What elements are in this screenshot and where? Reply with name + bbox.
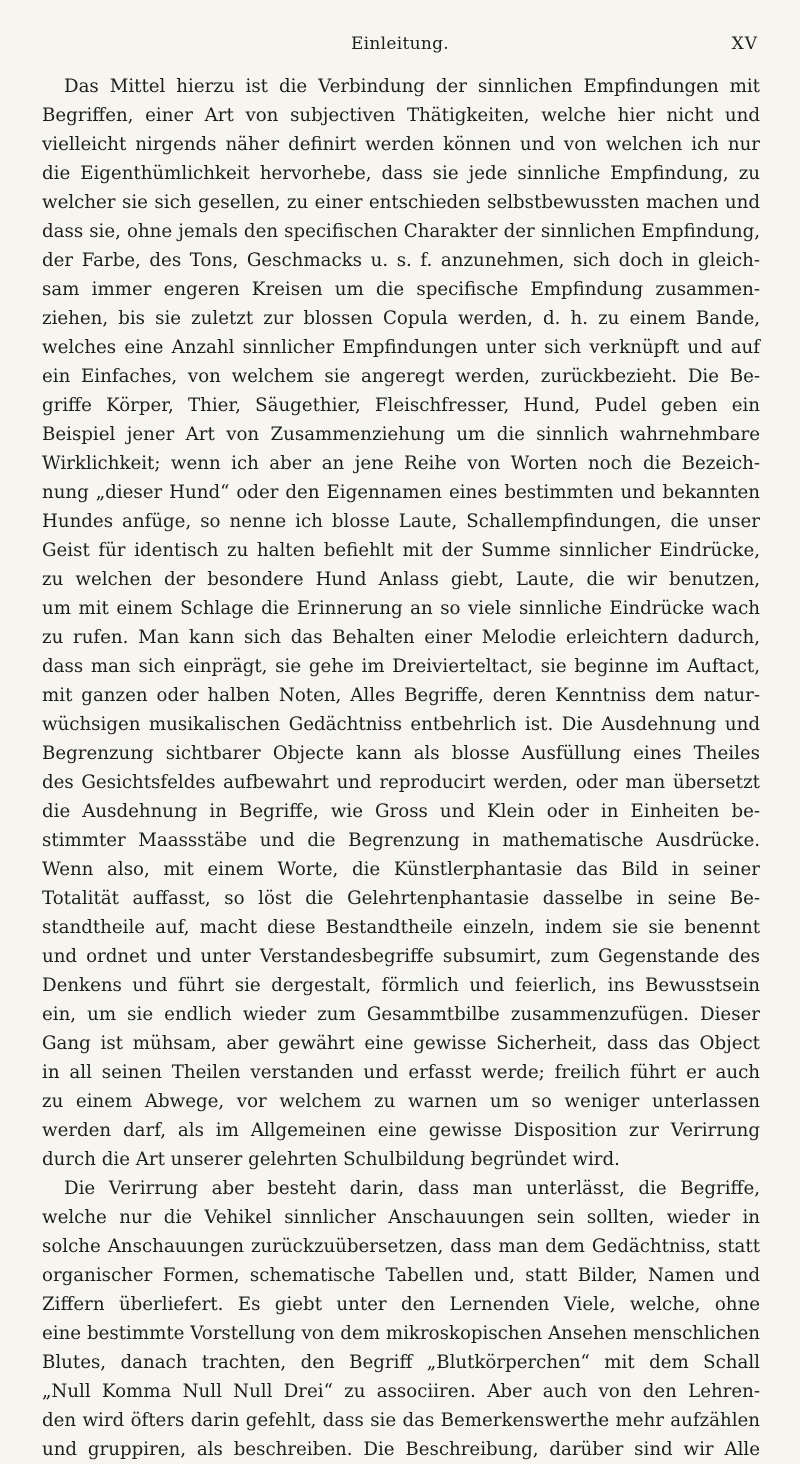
text-line: ein, um sie endlich wieder zum Gesammtbilbe zusammenzufügen. Dieser xyxy=(42,1004,760,1025)
text-line: Wirklichkeit; wenn ich aber an jene Reihe von Worten noch die Bezeich- xyxy=(42,453,760,474)
text-line: mit ganzen oder halben Noten, Alles Begriffe, deren Kenntniss dem natur- xyxy=(42,685,760,706)
text-line: Hundes anfüge, so nenne ich blosse Laute, Schallempfindungen, die unser xyxy=(42,511,760,532)
page-number: XV xyxy=(731,34,758,54)
text-line: und gruppiren, als beschreiben. Die Beschreibung, darüber sind wir Alle xyxy=(42,1439,760,1460)
text-line: Begriffen, einer Art von subjectiven Thätigkeiten, welche hier nicht und xyxy=(42,105,760,126)
text-line: durch die Art unserer gelehrten Schulbildung begründet wird. xyxy=(42,1149,620,1170)
text-line: sam immer engeren Kreisen um die specifische Empfindung zusammen- xyxy=(42,279,760,300)
text-line: Beispiel jener Art von Zusammenziehung um die sinnlich wahrnehmbare xyxy=(42,424,760,445)
text-line: der Farbe, des Tons, Geschmacks u. s. f. anzunehmen, sich doch in gleich- xyxy=(42,250,760,271)
text-line: stimmter Maassstäbe und die Begrenzung in mathematische Ausdrücke. xyxy=(42,830,760,851)
text-line: welcher sie sich gesellen, zu einer entschieden selbstbewussten machen und xyxy=(42,192,760,213)
body-text xyxy=(42,72,760,1464)
text-line: in all seinen Theilen verstanden und erfasst werde; freilich führt er auch xyxy=(42,1062,760,1083)
text-line: dass man sich einprägt, sie gehe im Dreivierteltact, sie beginne im Auftact, xyxy=(42,656,760,677)
text-line: Die Verirrung aber besteht darin, dass man unterlässt, die Begriffe, xyxy=(64,1178,760,1199)
text-line: „Null Komma Null Null Drei“ zu associiren. Aber auch von den Lehren- xyxy=(42,1381,760,1402)
text-line: welche nur die Vehikel sinnlicher Anschauungen sein sollten, wieder in xyxy=(42,1207,760,1228)
text-line: die Eigenthümlichkeit hervorhebe, dass sie jede sinnliche Empfindung, zu xyxy=(42,163,760,184)
text-line: Ziffern überliefert. Es giebt unter den Lernenden Viele, welche, ohne xyxy=(42,1294,760,1315)
text-line: und ordnet und unter Verstandesbegriffe subsumirt, zum Gegenstande des xyxy=(42,946,760,967)
text-line: Geist für identisch zu halten befiehlt mit der Summe sinnlicher Eindrücke, xyxy=(42,540,760,561)
text-line: zu welchen der besondere Hund Anlass giebt, Laute, die wir benutzen, xyxy=(42,569,760,590)
text-line: eine bestimmte Vorstellung von dem mikroskopischen Ansehen menschlichen xyxy=(42,1323,760,1344)
text-line: des Gesichtsfeldes aufbewahrt und reproducirt werden, oder man übersetzt xyxy=(42,772,760,793)
text-line: zu einem Abwege, vor welchem zu warnen um so weniger unterlassen xyxy=(42,1091,760,1112)
text-line: um mit einem Schlage die Erinnerung an so viele sinnliche Eindrücke wach xyxy=(42,598,760,619)
text-line: wüchsigen musikalischen Gedächtniss entbehrlich ist. Die Ausdehnung und xyxy=(42,714,760,735)
text-line: welches eine Anzahl sinnlicher Empfindungen unter sich verknüpft und auf xyxy=(42,337,760,358)
text-line: Totalität auffasst, so löst die Gelehrtenphantasie dasselbe in seine Be- xyxy=(42,888,760,909)
text-line: werden darf, als im Allgemeinen eine gewisse Disposition zur Verirrung xyxy=(42,1120,760,1141)
text-line: Wenn also, mit einem Worte, die Künstlerphantasie das Bild in seiner xyxy=(42,859,760,880)
text-line: standtheile auf, macht diese Bestandtheile einzeln, indem sie sie benennt xyxy=(42,917,760,938)
text-line: solche Anschauungen zurückzuübersetzen, dass man dem Gedächtniss, statt xyxy=(42,1236,760,1257)
text-line: die Ausdehnung in Begriffe, wie Gross und Klein oder in Einheiten be- xyxy=(42,801,760,822)
text-line: griffe Körper, Thier, Säugethier, Fleischfresser, Hund, Pudel geben ein xyxy=(42,395,760,416)
text-line: organischer Formen, schematische Tabellen und, statt Bilder, Namen und xyxy=(42,1265,760,1286)
text-line: Gang ist mühsam, aber gewährt eine gewisse Sicherheit, dass das Object xyxy=(42,1033,760,1054)
text-line: nung „dieser Hund“ oder den Eigennamen eines bestimmten und bekannten xyxy=(42,482,760,503)
text-line: Blutes, danach trachten, den Begriff „Blutkörperchen“ mit dem Schall xyxy=(42,1352,760,1373)
running-head: Einleitung. xyxy=(350,34,450,54)
text-line: Begrenzung sichtbarer Objecte kann als blosse Ausfüllung eines Theiles xyxy=(42,743,760,764)
text-line: Das Mittel hierzu ist die Verbindung der sinnlichen Empfindungen mit xyxy=(64,76,760,97)
text-line: ziehen, bis sie zuletzt zur blossen Copula werden, d. h. zu einem Bande, xyxy=(42,308,760,329)
text-line: vielleicht nirgends näher definirt werden können und von welchen ich nur xyxy=(42,134,760,155)
page-header xyxy=(42,30,758,66)
text-line: dass sie, ohne jemals den specifischen Charakter der sinnlichen Empfindung, xyxy=(42,221,760,242)
text-line: ein Einfaches, von welchem sie angeregt werden, zurückbezieht. Die Be- xyxy=(42,366,760,387)
text-line: Denkens und führt sie dergestalt, förmlich und feierlich, ins Bewusstsein xyxy=(42,975,760,996)
text-line: den wird öfters darin gefehlt, dass sie das Bemerkenswerthe mehr aufzählen xyxy=(42,1410,760,1431)
text-line: zu rufen. Man kann sich das Behalten einer Melodie erleichtern dadurch, xyxy=(42,627,760,648)
